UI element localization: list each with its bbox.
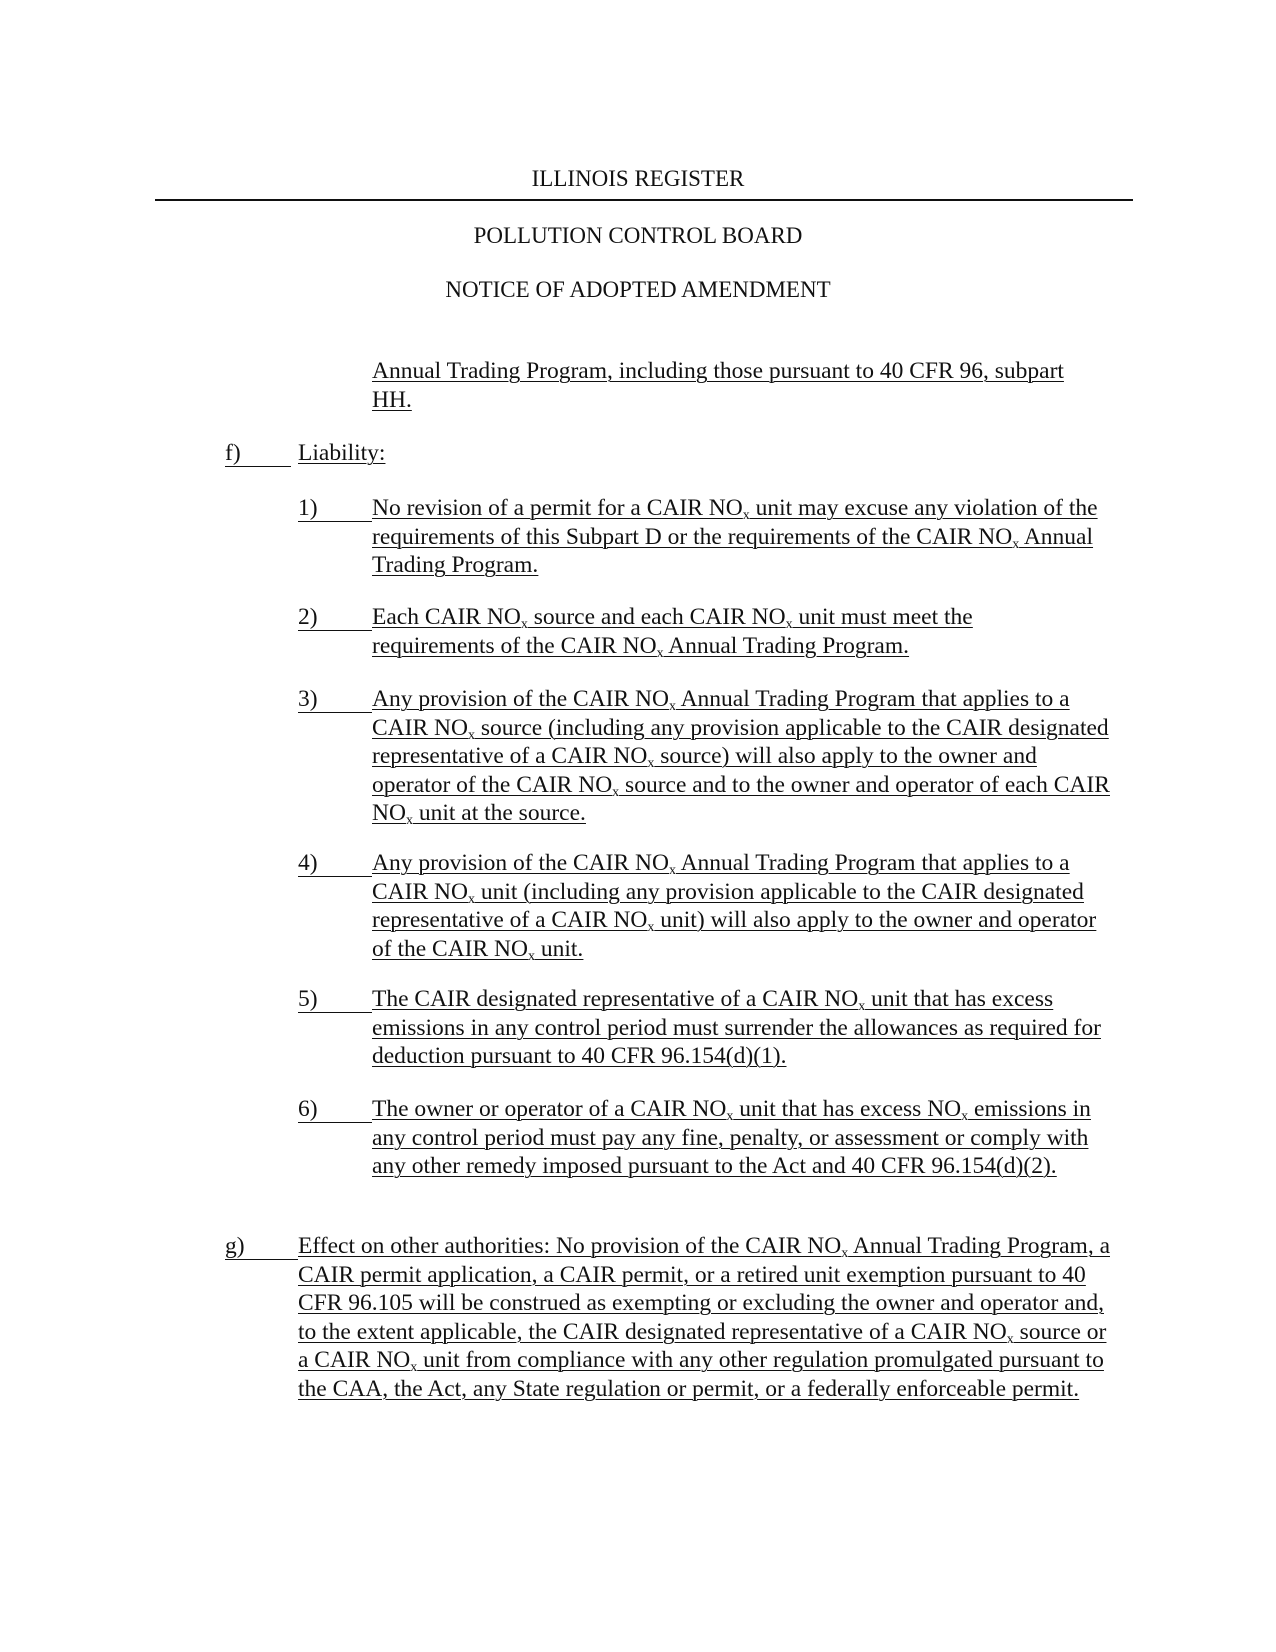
item-3-label: 3) <box>298 685 372 713</box>
item-3-text: Any provision of the CAIR $NO_x$ Annual Trading Program that applies to a CAIR $NO_x$ source (including any provision applicable to the CAIR designated representative of a CAIR $NO_x$ source) will also apply to the owner and operator of the CAIR $NO_x$ source and to the owner and operator of each CAIR $NO_x$ unit at the source. <box>372 686 1110 828</box>
item-1-text: No revision of a permit for a CAIR $NO_x$ unit may excuse any violation of the requirements of this Subpart D or the requirements of the CAIR $NO_x$ Annual Trading Program. <box>372 495 1098 578</box>
section-g-label: g) <box>225 1232 298 1260</box>
board-title: POLLUTION CONTROL BOARD <box>473 223 803 248</box>
section-f-title: Liability: <box>298 440 386 466</box>
header-rule <box>155 199 1133 201</box>
item-4-text: Any provision of the CAIR $NO_x$ Annual Trading Program that applies to a CAIR $NO_x$ unit (including any provision applicable to the CAIR designated representative of a CAIR $NO_x$ unit) will also apply to the owner and operator of the CAIR $NO_x$ unit. <box>372 850 1097 964</box>
item-2-text: Each CAIR $NO_x$ source and each CAIR $NO_x$ unit must meet the requirements of the CAIR $NO_x$ Annual Trading Program. <box>372 604 973 661</box>
section-g-text: Effect on other authorities: No provision of the CAIR $NO_x$ Annual Trading Program, a CAIR permit application, a CAIR permit, or a retired unit exemption pursuant to 40 CFR 96.105 will be construed as exempting or excluding the owner and operator and, to the extent applicable, the CAIR designated representative of a CAIR $NO_x$ source or a CAIR $NO_x$ unit from compliance with any other regulation promulgated pursuant to the CAA, the Act, any State regulation or permit, or a federally enforceable permit. <box>298 1233 1110 1402</box>
item-6-text: The owner or operator of a CAIR $NO_x$ unit that has excess $NO_x$ emissions in any control period must pay any fine, penalty, or assessment or comply with any other remedy imposed pursuant to the Act and 40 CFR 96.154(d)(2). <box>372 1096 1091 1179</box>
item-1-label: 1) <box>298 494 372 522</box>
item-6-label: 6) <box>298 1095 372 1123</box>
notice-title: NOTICE OF ADOPTED AMENDMENT <box>445 277 831 302</box>
register-title: ILLINOIS REGISTER <box>531 166 745 191</box>
item-2-label: 2) <box>298 603 372 631</box>
section-f-label: f) <box>225 439 291 467</box>
item-4-label: 4) <box>298 849 372 877</box>
item-5-text-formatted: The CAIR designated representative of a CAIR $NO_x$ unit that has excess emissions in any control period must surrender the allowances as required for deduction pursuant to 40 CFR 96.154(d)(1). <box>372 986 1101 1069</box>
item-5-label: 5) <box>298 985 372 1013</box>
continuation-text: Annual Trading Program, including those pursuant to 40 CFR 96, subpart HH. <box>372 358 1064 413</box>
